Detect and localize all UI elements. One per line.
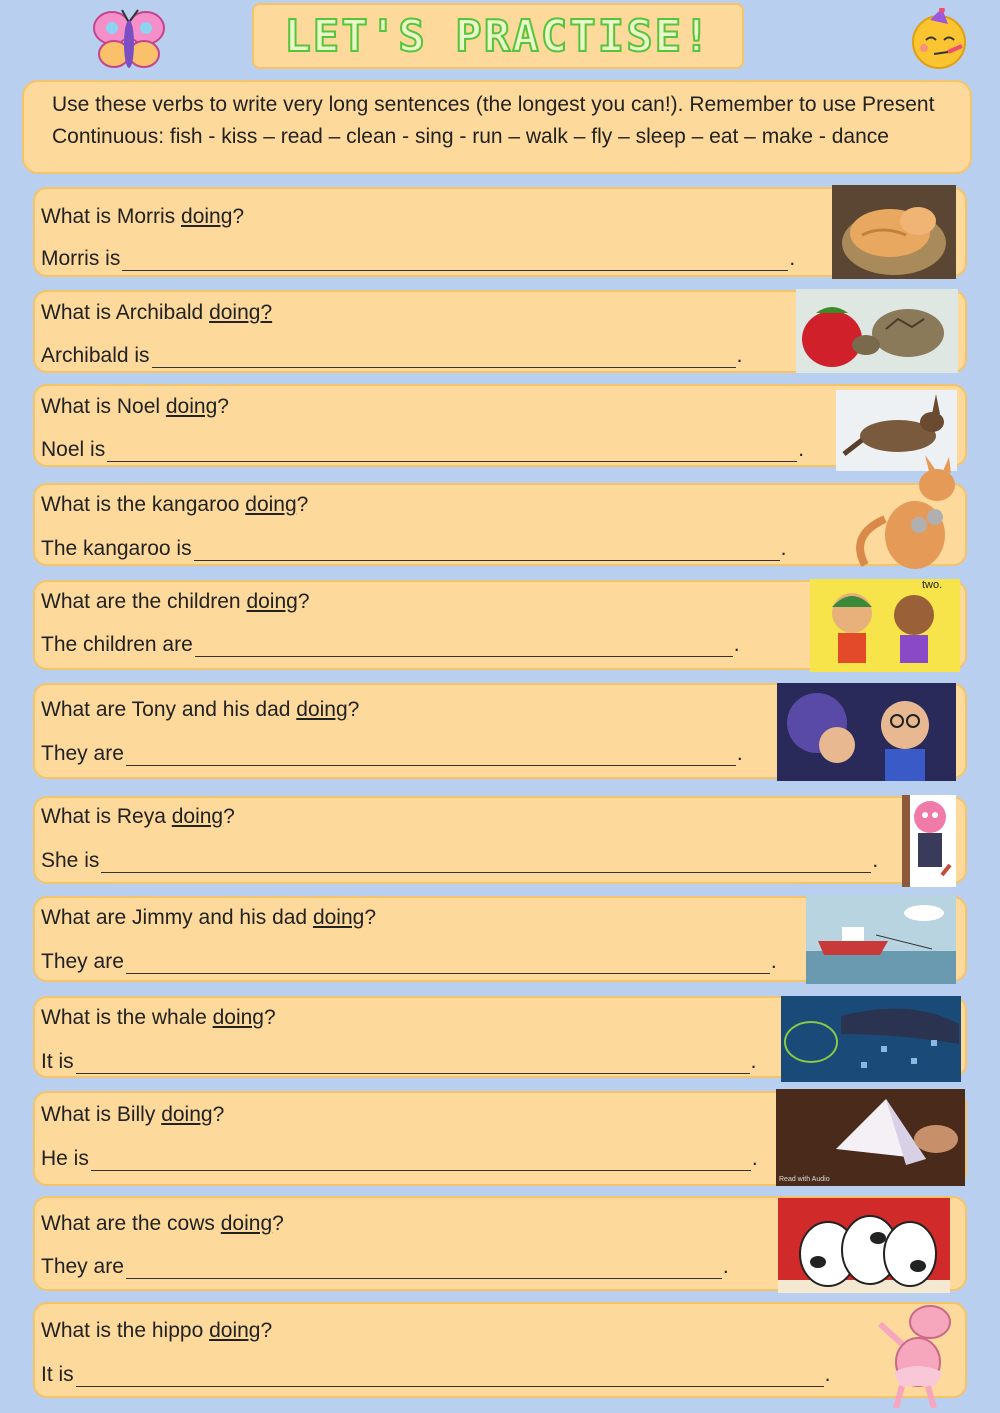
sleeping-cat-picture [832,185,956,279]
answer-line[interactable]: It is . [41,1363,831,1386]
exercise-card [33,996,967,1078]
kangaroo-picture [845,455,969,573]
question-text: What is Archibald doing? [41,301,273,324]
book-caption: two. [922,579,943,591]
answer-line[interactable]: Morris is . [41,247,796,270]
exercise-card [33,796,967,884]
page-title: LET'S PRACTISE! [284,10,712,62]
question-text: What is Morris doing? [41,205,245,228]
exercise-card [33,683,967,779]
instructions-text: Use these verbs to write very long sentences (the longest you can!). Remember to use Present Continuous: fish - kiss – read – clean - sing - run – walk – fly – sleep – eat – make - dance [52,93,935,148]
exercise-card [33,187,967,277]
butterfly-icon [92,8,166,74]
party-face-icon [908,8,970,70]
answer-line[interactable]: It is . [41,1050,757,1073]
question-text: What is the whale doing? [41,1006,276,1029]
video-caption: Read with Audio [779,1176,830,1183]
question-text: What is the hippo doing? [41,1319,273,1342]
exercise-card [33,384,967,467]
exercise-card [33,483,967,566]
question-text: What is the kangaroo doing? [41,493,309,516]
answer-line[interactable]: Archibald is . [41,344,743,367]
exercise-card [33,580,967,670]
reya-panda-picture [902,795,956,887]
question-text: What is Noel doing? [41,395,229,418]
whale-picture [781,996,961,1082]
answer-line[interactable]: They are . [41,950,777,973]
question-text: What are the children doing? [41,590,310,613]
fishing-boat-picture [806,895,956,984]
exercise-card [33,1302,967,1398]
answer-line[interactable]: They are . [41,742,743,765]
question-text: What is Billy doing? [41,1103,225,1126]
exercise-card [33,896,967,982]
tony-and-dad-picture [777,683,956,781]
instructions-box [22,80,972,174]
answer-line[interactable]: He is . [41,1147,758,1170]
answer-line[interactable]: They are . [41,1255,729,1278]
dancing-hippo-picture [872,1300,964,1412]
title-banner [252,3,744,69]
question-text: What are Tony and his dad doing? [41,698,360,721]
exercise-card [33,290,967,373]
children-walking-picture [810,579,960,672]
question-text: What are the cows doing? [41,1212,284,1235]
answer-line[interactable]: The children are . [41,633,740,656]
answer-line[interactable]: She is . [41,849,879,872]
answer-line[interactable]: The kangaroo is . [41,537,787,560]
question-text: What is Reya doing? [41,805,235,828]
exercise-card [33,1091,967,1186]
question-text: What are Jimmy and his dad doing? [41,906,377,929]
answer-line[interactable]: Noel is . [41,438,805,461]
singing-cows-picture [778,1198,950,1293]
paper-folding-picture [776,1089,965,1186]
tortoise-strawberry-picture [796,289,958,373]
exercise-card [33,1196,967,1291]
